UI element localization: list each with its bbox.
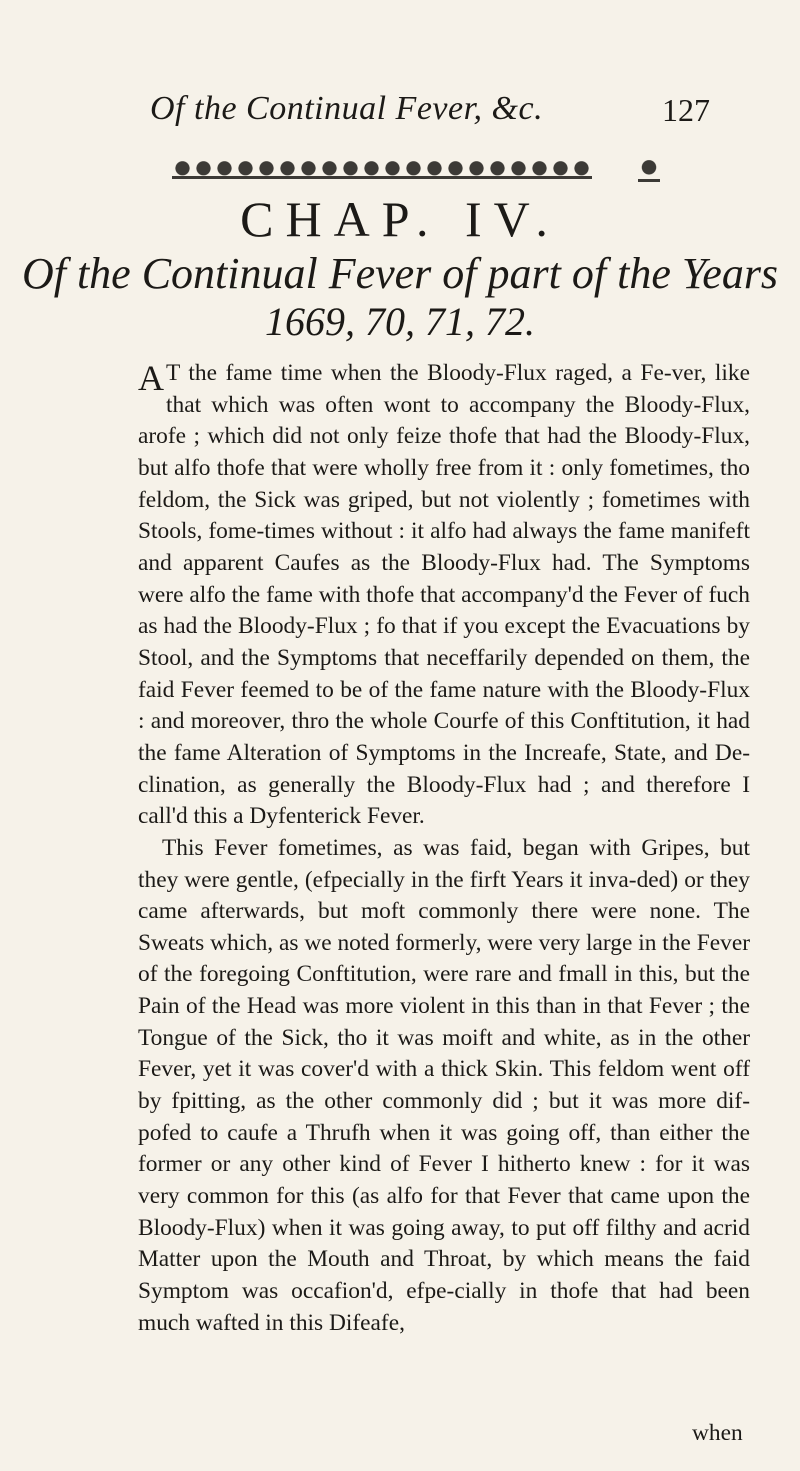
page-number: 127 [662,92,710,128]
body-text [138,358,750,1339]
chapter-years: 1669, 70, 71, 72. [265,299,535,344]
drop-cap: A [138,358,164,398]
running-head [150,90,710,130]
chapter-title: Of the Continual Fever of part of the Years [21,249,779,298]
ornament-band-icon [172,154,592,180]
ornament-fleuron-icon [638,153,660,182]
head-ornament [172,150,682,184]
paragraph-2 [138,833,750,1340]
paragraph-2-text: This Fever fometimes, as was faid, began with Gripes, but they were gentle, (efpecially in the firft Years it inva-ded) or they came afterwards, but moft commonly there were none. The Sweats which, as we noted formerly, were very large in the Fever of the foregoing Conftitution, were rare and fmall in this, but the Pain of the Head was more violent in this than in that Fever ; the Tongue of the Sick, tho it was moift and white, as in the other Fever, yet it was cover'd with a thick Skin. This feldom went off by fpitting, as the other commonly did ; but it was more dif-pofed to caufe a Thrufh when it was going off, than either the former or any other kind of Fever I hitherto knew : for it was very common for this (as alfo for that Fever that came upon the Bloody-Flux) when it was going away, to put off filthy and acrid Matter upon the Mouth and Throat, by which means the faid Symptom was occafion'd, efpe-cially in thofe that had been much wafted in this Difeafe, [138,834,750,1336]
catchword: when [692,1420,743,1446]
chapter-label: CHAP. IV. [240,191,560,247]
running-title: Of the Continual Fever, &c. [150,90,544,127]
paragraph-1 [138,358,750,833]
paragraph-1-text: T the fame time when the Bloody-Flux raged, a Fe-ver, like that which was often wont to accompany the Bloody-Flux, arofe ; which did not only feize thofe that had the Bloody-Flux, but alfo thofe that were wholly free from it : only fometimes, tho feldom, the Sick was griped, but not violently ; fometimes with Stools, fome-times without : it alfo had always the fame manifeft and apparent Caufes as the Bloody-Flux had. The Symptoms were alfo the fame with thofe that accompany'd the Fever of fuch as had the Bloody-Flux ; fo that if you except the Evacuations by Stool, and the Symptoms that neceffarily depended on them, the faid Fever feemed to be of the fame nature with the Bloody-Flux : and moreover, thro the whole Courfe of this Conftitution, it had the fame Alteration of Symptoms in the Increafe, State, and De-clination, as generally the Bloody-Flux had ; and therefore I call'd this a Dyfenterick Fever. [138,360,750,830]
